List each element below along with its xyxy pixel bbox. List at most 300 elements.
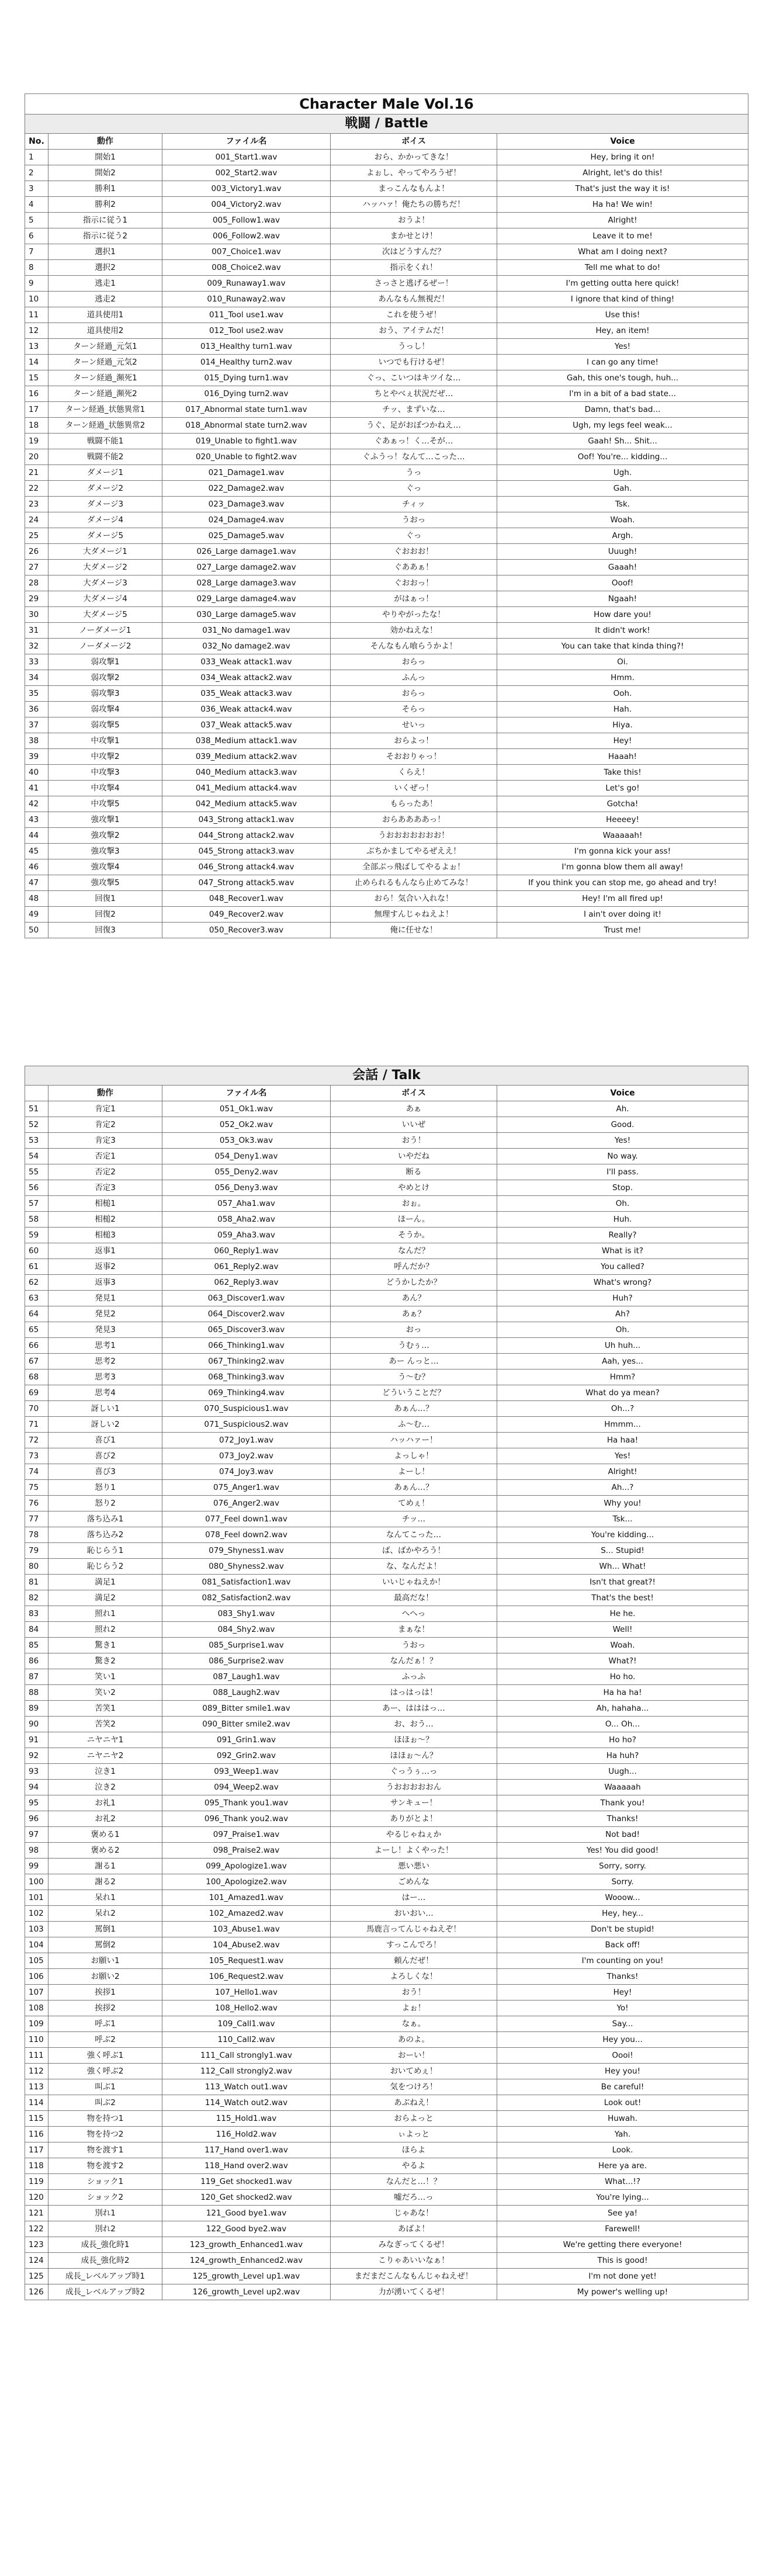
voice-jp-cell: よろしくな！	[331, 1969, 497, 1985]
voice-jp-cell: よーし！	[331, 1464, 497, 1480]
table-row	[25, 2016, 748, 2032]
table-row	[25, 1212, 748, 1228]
row-number: 8	[25, 260, 48, 276]
voice-en-cell: Woah.	[497, 512, 748, 528]
action-cell: ターン経過_状態異常1	[48, 402, 162, 418]
row-number: 56	[25, 1180, 48, 1196]
filename-cell: 054_Deny1.wav	[162, 1149, 331, 1164]
filename-cell: 017_Abnormal state turn1.wav	[162, 402, 331, 418]
table-row	[25, 733, 748, 749]
voice-en-cell: Tsk.	[497, 497, 748, 512]
row-number: 20	[25, 449, 48, 465]
voice-jp-cell: おう！	[331, 1133, 497, 1149]
voice-en-cell: Haaah!	[497, 749, 748, 765]
table-row	[25, 1243, 748, 1259]
row-number: 17	[25, 402, 48, 418]
row-number: 106	[25, 1969, 48, 1985]
voice-jp-cell: なんだと…！？	[331, 2174, 497, 2190]
table-row	[25, 796, 748, 812]
action-cell: 肯定2	[48, 1117, 162, 1133]
table-row	[25, 1275, 748, 1291]
table-row	[25, 1795, 748, 1811]
table-row	[25, 1811, 748, 1827]
table-row	[25, 276, 748, 292]
action-cell: 思考1	[48, 1338, 162, 1354]
voice-en-cell: Hey you!	[497, 2064, 748, 2079]
action-cell: 肯定1	[48, 1101, 162, 1117]
table-row	[25, 307, 748, 323]
filename-cell: 034_Weak attack2.wav	[162, 670, 331, 686]
filename-cell: 120_Get shocked2.wav	[162, 2190, 331, 2206]
row-number: 15	[25, 370, 48, 386]
filename-cell: 006_Follow2.wav	[162, 228, 331, 244]
table-row	[25, 1890, 748, 1906]
voice-jp-cell: あのよ。	[331, 2032, 497, 2048]
action-cell: お願い2	[48, 1969, 162, 1985]
voice-jp-cell: ぐあぁっ！く…そが…	[331, 434, 497, 449]
voice-en-cell: It didn't work!	[497, 623, 748, 639]
header-voice: ボイス	[331, 1086, 497, 1101]
table-row	[25, 781, 748, 796]
row-number: 9	[25, 276, 48, 292]
action-cell: 弱攻撃4	[48, 702, 162, 717]
action-cell: 褒める1	[48, 1827, 162, 1843]
table-row	[25, 1669, 748, 1685]
filename-cell: 033_Weak attack1.wav	[162, 654, 331, 670]
row-number: 77	[25, 1511, 48, 1527]
voice-jp-cell: ちとやべぇ状況だぜ…	[331, 386, 497, 402]
table-row	[25, 292, 748, 307]
voice-en-cell: Oof! You're... kidding...	[497, 449, 748, 465]
table-row	[25, 891, 748, 907]
row-number: 27	[25, 560, 48, 575]
voice-jp-cell: ふっふ	[331, 1669, 497, 1685]
action-cell: 落ち込み2	[48, 1527, 162, 1543]
voice-en-cell: Ha haa!	[497, 1433, 748, 1448]
table-row	[25, 2158, 748, 2174]
table-row	[25, 339, 748, 355]
voice-en-cell: Not bad!	[497, 1827, 748, 1843]
action-cell: 開始2	[48, 165, 162, 181]
voice-jp-cell: まぁな！	[331, 1622, 497, 1638]
voice-en-cell: Ngaah!	[497, 591, 748, 607]
table-row	[25, 2253, 748, 2269]
voice-jp-cell: じゃあな！	[331, 2206, 497, 2221]
row-number: 73	[25, 1448, 48, 1464]
action-cell: 成長_強化時1	[48, 2237, 162, 2253]
action-cell: 中攻撃2	[48, 749, 162, 765]
row-number: 97	[25, 1827, 48, 1843]
action-cell: 強攻撃2	[48, 828, 162, 844]
filename-cell: 078_Feel down2.wav	[162, 1527, 331, 1543]
row-number: 29	[25, 591, 48, 607]
table-row	[25, 1717, 748, 1732]
filename-cell: 036_Weak attack4.wav	[162, 702, 331, 717]
table-row	[25, 1590, 748, 1606]
filename-cell: 013_Healthy turn1.wav	[162, 339, 331, 355]
row-number: 88	[25, 1685, 48, 1701]
filename-cell: 023_Damage3.wav	[162, 497, 331, 512]
table-row	[25, 654, 748, 670]
table-row	[25, 575, 748, 591]
header-voice: ボイス	[331, 134, 497, 150]
row-number: 12	[25, 323, 48, 339]
filename-cell: 119_Get shocked1.wav	[162, 2174, 331, 2190]
voice-jp-cell: はっはっは！	[331, 1685, 497, 1701]
voice-en-cell: That's just the way it is!	[497, 181, 748, 197]
action-cell: 叫ぶ1	[48, 2079, 162, 2095]
table-row	[25, 260, 748, 276]
row-number: 109	[25, 2016, 48, 2032]
table-row	[25, 449, 748, 465]
row-number: 63	[25, 1291, 48, 1306]
action-cell: 返事1	[48, 1243, 162, 1259]
header-file: ファイル名	[162, 1086, 331, 1101]
voice-en-cell: Leave it to me!	[497, 228, 748, 244]
action-cell: 否定2	[48, 1164, 162, 1180]
voice-jp-cell: てめぇ！	[331, 1496, 497, 1511]
voice-jp-cell: ごめんな	[331, 1874, 497, 1890]
action-cell: ダメージ5	[48, 528, 162, 544]
row-number: 90	[25, 1717, 48, 1732]
filename-cell: 089_Bitter smile1.wav	[162, 1701, 331, 1717]
voice-jp-cell: いくぜっ！	[331, 781, 497, 796]
voice-en-cell: Ah, hahaha...	[497, 1701, 748, 1717]
filename-cell: 072_Joy1.wav	[162, 1433, 331, 1448]
table-row	[25, 1685, 748, 1701]
filename-cell: 059_Aha3.wav	[162, 1228, 331, 1243]
voice-en-cell: Gah, this one's tough, huh...	[497, 370, 748, 386]
voice-en-cell: I ignore that kind of thing!	[497, 292, 748, 307]
row-number: 91	[25, 1732, 48, 1748]
table-row	[25, 1969, 748, 1985]
row-number: 119	[25, 2174, 48, 2190]
row-number: 98	[25, 1843, 48, 1859]
voice-en-cell: Why you!	[497, 1496, 748, 1511]
table-row	[25, 2032, 748, 2048]
row-number: 49	[25, 907, 48, 923]
voice-jp-cell: ぐおおっ！	[331, 575, 497, 591]
row-number: 103	[25, 1922, 48, 1937]
filename-cell: 051_Ok1.wav	[162, 1101, 331, 1117]
voice-jp-cell: ほほぉ～？	[331, 1732, 497, 1748]
voice-jp-cell: おうよ！	[331, 213, 497, 228]
talk-sheet	[25, 1066, 748, 2300]
header-action: 動作	[48, 134, 162, 150]
table-row	[25, 607, 748, 623]
action-cell: 強く呼ぶ2	[48, 2064, 162, 2079]
voice-en-cell: Gaah! Sh... Shit...	[497, 434, 748, 449]
voice-jp-cell: ぐああぁ！	[331, 560, 497, 575]
action-cell: 肯定3	[48, 1133, 162, 1149]
row-number: 33	[25, 654, 48, 670]
row-number: 39	[25, 749, 48, 765]
filename-cell: 088_Laugh2.wav	[162, 1685, 331, 1701]
row-number: 25	[25, 528, 48, 544]
row-number: 104	[25, 1937, 48, 1953]
filename-cell: 028_Large damage3.wav	[162, 575, 331, 591]
action-cell: ダメージ1	[48, 465, 162, 481]
voice-jp-cell: やるじゃねぇか	[331, 1827, 497, 1843]
action-cell: 物を渡す1	[48, 2142, 162, 2158]
voice-jp-cell: ぐふうっ！なんて…こった…	[331, 449, 497, 465]
action-cell: ショック2	[48, 2190, 162, 2206]
voice-en-cell: O... Oh...	[497, 1717, 748, 1732]
action-cell: 泣き1	[48, 1764, 162, 1780]
voice-en-cell: That's the best!	[497, 1590, 748, 1606]
voice-en-cell: Oi.	[497, 654, 748, 670]
voice-jp-cell: なんだ？	[331, 1243, 497, 1259]
action-cell: 弱攻撃1	[48, 654, 162, 670]
row-number: 43	[25, 812, 48, 828]
table-row	[25, 1448, 748, 1464]
action-cell: ノーダメージ1	[48, 623, 162, 639]
voice-en-cell: Don't be stupid!	[497, 1922, 748, 1937]
action-cell: ショック1	[48, 2174, 162, 2190]
filename-cell: 094_Weep2.wav	[162, 1780, 331, 1795]
voice-jp-cell: うおっ	[331, 512, 497, 528]
voice-en-cell: My power's welling up!	[497, 2284, 748, 2300]
action-cell: 挨拶1	[48, 1985, 162, 2001]
row-number: 87	[25, 1669, 48, 1685]
action-cell: 回復2	[48, 907, 162, 923]
voice-jp-cell: あぶねえ！	[331, 2095, 497, 2111]
row-number: 5	[25, 213, 48, 228]
voice-jp-cell: ば、ばかやろう！	[331, 1543, 497, 1559]
row-number: 3	[25, 181, 48, 197]
action-cell: 照れ1	[48, 1606, 162, 1622]
voice-en-cell: Yah.	[497, 2127, 748, 2142]
row-number: 52	[25, 1117, 48, 1133]
filename-cell: 079_Shyness1.wav	[162, 1543, 331, 1559]
filename-cell: 025_Damage5.wav	[162, 528, 331, 544]
filename-cell: 002_Start2.wav	[162, 165, 331, 181]
action-cell: 成長_レベルアップ時2	[48, 2284, 162, 2300]
row-number: 118	[25, 2158, 48, 2174]
voice-jp-cell: 無理すんじゃねえよ！	[331, 907, 497, 923]
voice-en-cell: Tell me what to do!	[497, 260, 748, 276]
voice-en-cell: Ho ho.	[497, 1669, 748, 1685]
row-number: 23	[25, 497, 48, 512]
voice-jp-cell: うっ	[331, 465, 497, 481]
table-row	[25, 875, 748, 891]
filename-cell: 090_Bitter smile2.wav	[162, 1717, 331, 1732]
voice-jp-cell: あんなもん無視だ！	[331, 292, 497, 307]
voice-jp-cell: ぶちかましてやるぜええ！	[331, 844, 497, 859]
action-cell: 謝る1	[48, 1859, 162, 1874]
row-number: 47	[25, 875, 48, 891]
voice-jp-cell: おらよっと	[331, 2111, 497, 2127]
voice-jp-cell: 止められるもんなら止めてみな！	[331, 875, 497, 891]
action-cell: 返事3	[48, 1275, 162, 1291]
filename-cell: 048_Recover1.wav	[162, 891, 331, 907]
filename-cell: 126_growth_Level up2.wav	[162, 2284, 331, 2300]
row-number: 32	[25, 639, 48, 654]
action-cell: 思考2	[48, 1354, 162, 1370]
voice-jp-cell: そんなもん喰らうかよ！	[331, 639, 497, 654]
filename-cell: 087_Laugh1.wav	[162, 1669, 331, 1685]
action-cell: 中攻撃5	[48, 796, 162, 812]
voice-en-cell: Heeeey!	[497, 812, 748, 828]
action-cell: 発見1	[48, 1291, 162, 1306]
voice-jp-cell: せいっ	[331, 717, 497, 733]
voice-en-cell: Alright!	[497, 213, 748, 228]
table-row	[25, 150, 748, 165]
action-cell: ターン経過_状態異常2	[48, 418, 162, 434]
filename-cell: 103_Abuse1.wav	[162, 1922, 331, 1937]
row-number: 116	[25, 2127, 48, 2142]
action-cell: 呆れ2	[48, 1906, 162, 1922]
table-row	[25, 1433, 748, 1448]
table-row	[25, 1149, 748, 1164]
table-row	[25, 213, 748, 228]
row-number: 93	[25, 1764, 48, 1780]
voice-en-cell: Argh.	[497, 528, 748, 544]
voice-en-cell: Huh.	[497, 1212, 748, 1228]
voice-en-cell: This is good!	[497, 2253, 748, 2269]
voice-en-cell: Uh huh...	[497, 1338, 748, 1354]
filename-cell: 081_Satisfaction1.wav	[162, 1575, 331, 1590]
action-cell: 物を持つ1	[48, 2111, 162, 2127]
table-row	[25, 181, 748, 197]
voice-en-cell: I'm gonna blow them all away!	[497, 859, 748, 875]
action-cell: 相槌2	[48, 1212, 162, 1228]
voice-en-cell: Ho ho?	[497, 1732, 748, 1748]
row-number: 113	[25, 2079, 48, 2095]
voice-en-cell: Back off!	[497, 1937, 748, 1953]
voice-en-cell: I'm in a bit of a bad state...	[497, 386, 748, 402]
action-cell: 選択1	[48, 244, 162, 260]
table-row	[25, 1922, 748, 1937]
row-number: 76	[25, 1496, 48, 1511]
row-number: 107	[25, 1985, 48, 2001]
voice-en-cell: Hey you...	[497, 2032, 748, 2048]
section-title-talk: 会話 / Talk	[25, 1066, 748, 1086]
voice-jp-cell: ぐおおお！	[331, 544, 497, 560]
filename-cell: 083_Shy1.wav	[162, 1606, 331, 1622]
voice-jp-cell: ありがとよ！	[331, 1811, 497, 1827]
filename-cell: 014_Healthy turn2.wav	[162, 355, 331, 370]
voice-jp-cell: おら、かかってきな！	[331, 150, 497, 165]
voice-en-cell: Really?	[497, 1228, 748, 1243]
table-row	[25, 1843, 748, 1859]
table-row	[25, 1164, 748, 1180]
action-cell: 思考3	[48, 1370, 162, 1385]
action-cell: 成長_レベルアップ時1	[48, 2269, 162, 2284]
filename-cell: 009_Runaway1.wav	[162, 276, 331, 292]
row-number: 2	[25, 165, 48, 181]
battle-table	[25, 93, 748, 938]
table-row	[25, 1985, 748, 2001]
voice-jp-cell: 俺に任せな！	[331, 923, 497, 938]
voice-jp-cell: おーい！	[331, 2048, 497, 2064]
voice-en-cell: Let's go!	[497, 781, 748, 796]
filename-cell: 073_Joy2.wav	[162, 1448, 331, 1464]
voice-jp-cell: よぉ！	[331, 2001, 497, 2016]
voice-en-cell: You can take that kinda thing?!	[497, 639, 748, 654]
action-cell: 苦笑1	[48, 1701, 162, 1717]
voice-jp-cell: チッ…	[331, 1511, 497, 1527]
row-number: 96	[25, 1811, 48, 1827]
table-row	[25, 1937, 748, 1953]
row-number: 99	[25, 1859, 48, 1874]
row-number: 24	[25, 512, 48, 528]
voice-en-cell: What is it?	[497, 1243, 748, 1259]
table-row	[25, 560, 748, 575]
table-row	[25, 1874, 748, 1890]
voice-en-cell: Ah?	[497, 1306, 748, 1322]
voice-jp-cell: チィッ	[331, 497, 497, 512]
voice-jp-cell: おらよっ！	[331, 733, 497, 749]
voice-en-cell: Ha huh?	[497, 1748, 748, 1764]
voice-jp-cell: 呼んだか？	[331, 1259, 497, 1275]
voice-jp-cell: ハッハァ！俺たちの勝ちだ！	[331, 197, 497, 213]
row-number: 71	[25, 1417, 48, 1433]
voice-en-cell: Look.	[497, 2142, 748, 2158]
voice-jp-cell: うむぅ…	[331, 1338, 497, 1354]
voice-en-cell: Use this!	[497, 307, 748, 323]
row-number: 82	[25, 1590, 48, 1606]
table-row	[25, 197, 748, 213]
action-cell: 否定1	[48, 1149, 162, 1164]
voice-jp-cell: 指示をくれ！	[331, 260, 497, 276]
row-number: 126	[25, 2284, 48, 2300]
voice-jp-cell: 嘘だろ…っ	[331, 2190, 497, 2206]
action-cell: ニヤニヤ2	[48, 1748, 162, 1764]
voice-en-cell: Ha ha ha!	[497, 1685, 748, 1701]
action-cell: 強攻撃3	[48, 844, 162, 859]
voice-en-cell: We're getting there everyone!	[497, 2237, 748, 2253]
voice-en-cell: Ugh, my legs feel weak...	[497, 418, 748, 434]
action-cell: 罵倒2	[48, 1937, 162, 1953]
filename-cell: 062_Reply3.wav	[162, 1275, 331, 1291]
filename-cell: 077_Feel down1.wav	[162, 1511, 331, 1527]
filename-cell: 066_Thinking1.wav	[162, 1338, 331, 1354]
row-number: 28	[25, 575, 48, 591]
filename-cell: 107_Hello1.wav	[162, 1985, 331, 2001]
action-cell: 回復3	[48, 923, 162, 938]
action-cell: 強攻撃5	[48, 875, 162, 891]
filename-cell: 027_Large damage2.wav	[162, 560, 331, 575]
header-voice-en: Voice	[497, 134, 748, 150]
filename-cell: 095_Thank you1.wav	[162, 1795, 331, 1811]
row-number: 13	[25, 339, 48, 355]
action-cell: 大ダメージ4	[48, 591, 162, 607]
voice-jp-cell: あぁん…？	[331, 1401, 497, 1417]
action-cell: 戦闘不能1	[48, 434, 162, 449]
voice-en-cell: Oh...?	[497, 1401, 748, 1417]
voice-jp-cell: 悪い悪い	[331, 1859, 497, 1874]
voice-en-cell: You're kidding...	[497, 1527, 748, 1543]
row-number: 46	[25, 859, 48, 875]
table-row	[25, 1906, 748, 1922]
voice-jp-cell: うおおおおおん	[331, 1780, 497, 1795]
voice-jp-cell: おっ	[331, 1322, 497, 1338]
action-cell: 別れ2	[48, 2221, 162, 2237]
header-file: ファイル名	[162, 134, 331, 150]
row-number: 19	[25, 434, 48, 449]
voice-en-cell: Waaaaah	[497, 1780, 748, 1795]
voice-en-cell: What?!	[497, 1653, 748, 1669]
voice-en-cell: I'll pass.	[497, 1164, 748, 1180]
action-cell: ダメージ2	[48, 481, 162, 497]
filename-cell: 049_Recover2.wav	[162, 907, 331, 923]
row-number: 55	[25, 1164, 48, 1180]
voice-jp-cell: おう！	[331, 1985, 497, 2001]
voice-jp-cell: よーし！よくやった！	[331, 1843, 497, 1859]
row-number: 100	[25, 1874, 48, 1890]
filename-cell: 040_Medium attack3.wav	[162, 765, 331, 781]
